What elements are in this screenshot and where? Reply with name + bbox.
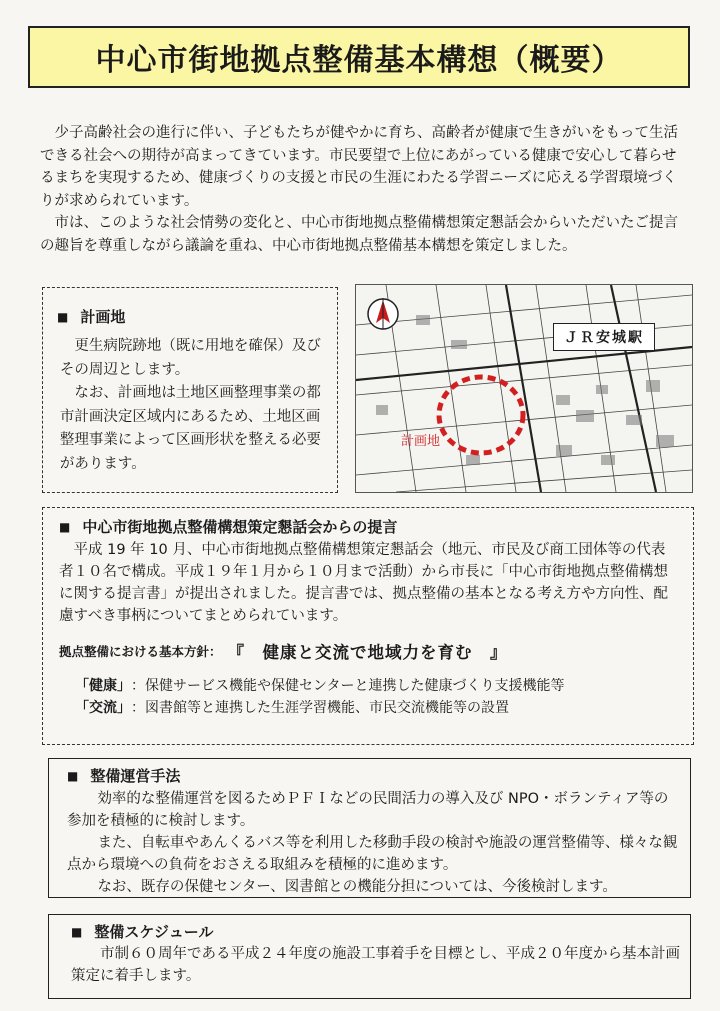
plan-site-box [42, 287, 338, 493]
policy-main: 『 健康と交流で地域力を育む 』 [227, 643, 508, 662]
site-label: 計画地 [401, 434, 441, 449]
operations-heading [67, 765, 680, 786]
station-label: ＪＲ安城駅 [553, 323, 655, 351]
definition-key: 「交流」 [75, 700, 131, 716]
map-streets [356, 285, 692, 492]
intro-paragraph-1: 少子高齢社会の進行に伴い、子どもたちが健やかに育ち、高齢者が健康で生きがいをもって生活できる社会への期待が高まってきています。市民要望で上位にあがっている健康で安心して暮らせるまちを実現するため、健康づくりの支援と市民の生涯にわたる学習ニーズに応える学習環境づくりが求められています。 [40, 125, 678, 209]
bullet-square-icon: ■ [71, 924, 83, 939]
operations-paragraph-1: 効率的な整備運営を図るためＰＦＩなどの民間活力の導入及び NPO・ボランティア等の参加を積極的に検討します。 [67, 791, 669, 829]
plan-site-heading-text: 計画地 [80, 308, 126, 326]
proposal-box [42, 507, 694, 745]
operations-paragraph-3: なお、既存の保健センター、図書館との機能分担については、今後検討します。 [97, 879, 617, 895]
plan-site-heading [57, 306, 327, 327]
schedule-heading-text: 整備スケジュール [94, 923, 214, 941]
schedule-heading [71, 921, 680, 942]
operations-paragraph-2: また、自転車やあんくるバス等を利用した移動手段の検討や施設の運営整備等、様々な観点から環境への負荷をおさえる取組みを積極的に進めます。 [67, 835, 678, 873]
definition-key: 「健康」 [75, 678, 131, 694]
bullet-square-icon: ■ [57, 309, 69, 324]
operations-heading-text: 整備運営手法 [90, 767, 181, 785]
site-map [355, 284, 693, 493]
north-arrow-icon [368, 298, 398, 329]
plan-site-paragraph-1: 更生病院跡地（既に用地を確保）及びその周辺とします。 [59, 338, 321, 378]
definition-value: ：保健サービス機能や保健センターと連携した健康づくり支援機能等 [131, 678, 565, 694]
policy-label: 拠点整備における基本方針： [59, 644, 222, 659]
intro-section [40, 122, 680, 257]
operations-box [48, 758, 691, 898]
schedule-box [48, 914, 691, 999]
title-banner [28, 26, 690, 88]
definition-value: ：図書館等と連携した生涯学習機能、市民交流機能等の設置 [131, 700, 509, 716]
definition-row [59, 675, 679, 697]
policy-definitions [59, 675, 679, 719]
plan-site-paragraph-2: なお、計画地は土地区画整理事業の都市計画決定区域内にあるため、土地区画整理事業によって区画形状を整える必要があります。 [59, 385, 321, 472]
bullet-square-icon: ■ [67, 768, 79, 783]
schedule-paragraph: 市制６０周年である平成２４年度の施設工事着手を目標とし、平成２０年度から基本計画策定に着手します。 [71, 946, 680, 984]
bullet-square-icon: ■ [59, 519, 71, 534]
proposal-heading [59, 516, 679, 537]
page-title: 中心市街地拠点整備基本構想（概要） [95, 43, 623, 78]
proposal-heading-text: 中心市街地拠点整備構想策定懇話会からの提言 [82, 518, 398, 536]
basic-policy [59, 639, 679, 663]
intro-paragraph-2: 市は、このような社会情勢の変化と、中心市街地拠点整備構想策定懇話会からいただいたご提言の趣旨を尊重しながら議論を重ね、中心市街地拠点整備基本構想を策定しました。 [40, 215, 678, 254]
definition-row [59, 697, 679, 719]
proposal-paragraph: 平成 19 年 10 月、中心市街地拠点整備構想策定懇話会（地元、市民及び商工団体等の代表者１０名で構成。平成１９年１月から１０月まで活動）から市長に「中心市街地拠点整備構想に関する提言書」が提出されました。提言書では、拠点整備の基本となる考え方や方向性、配慮すべき事柄についてまとめられています。 [59, 542, 668, 624]
